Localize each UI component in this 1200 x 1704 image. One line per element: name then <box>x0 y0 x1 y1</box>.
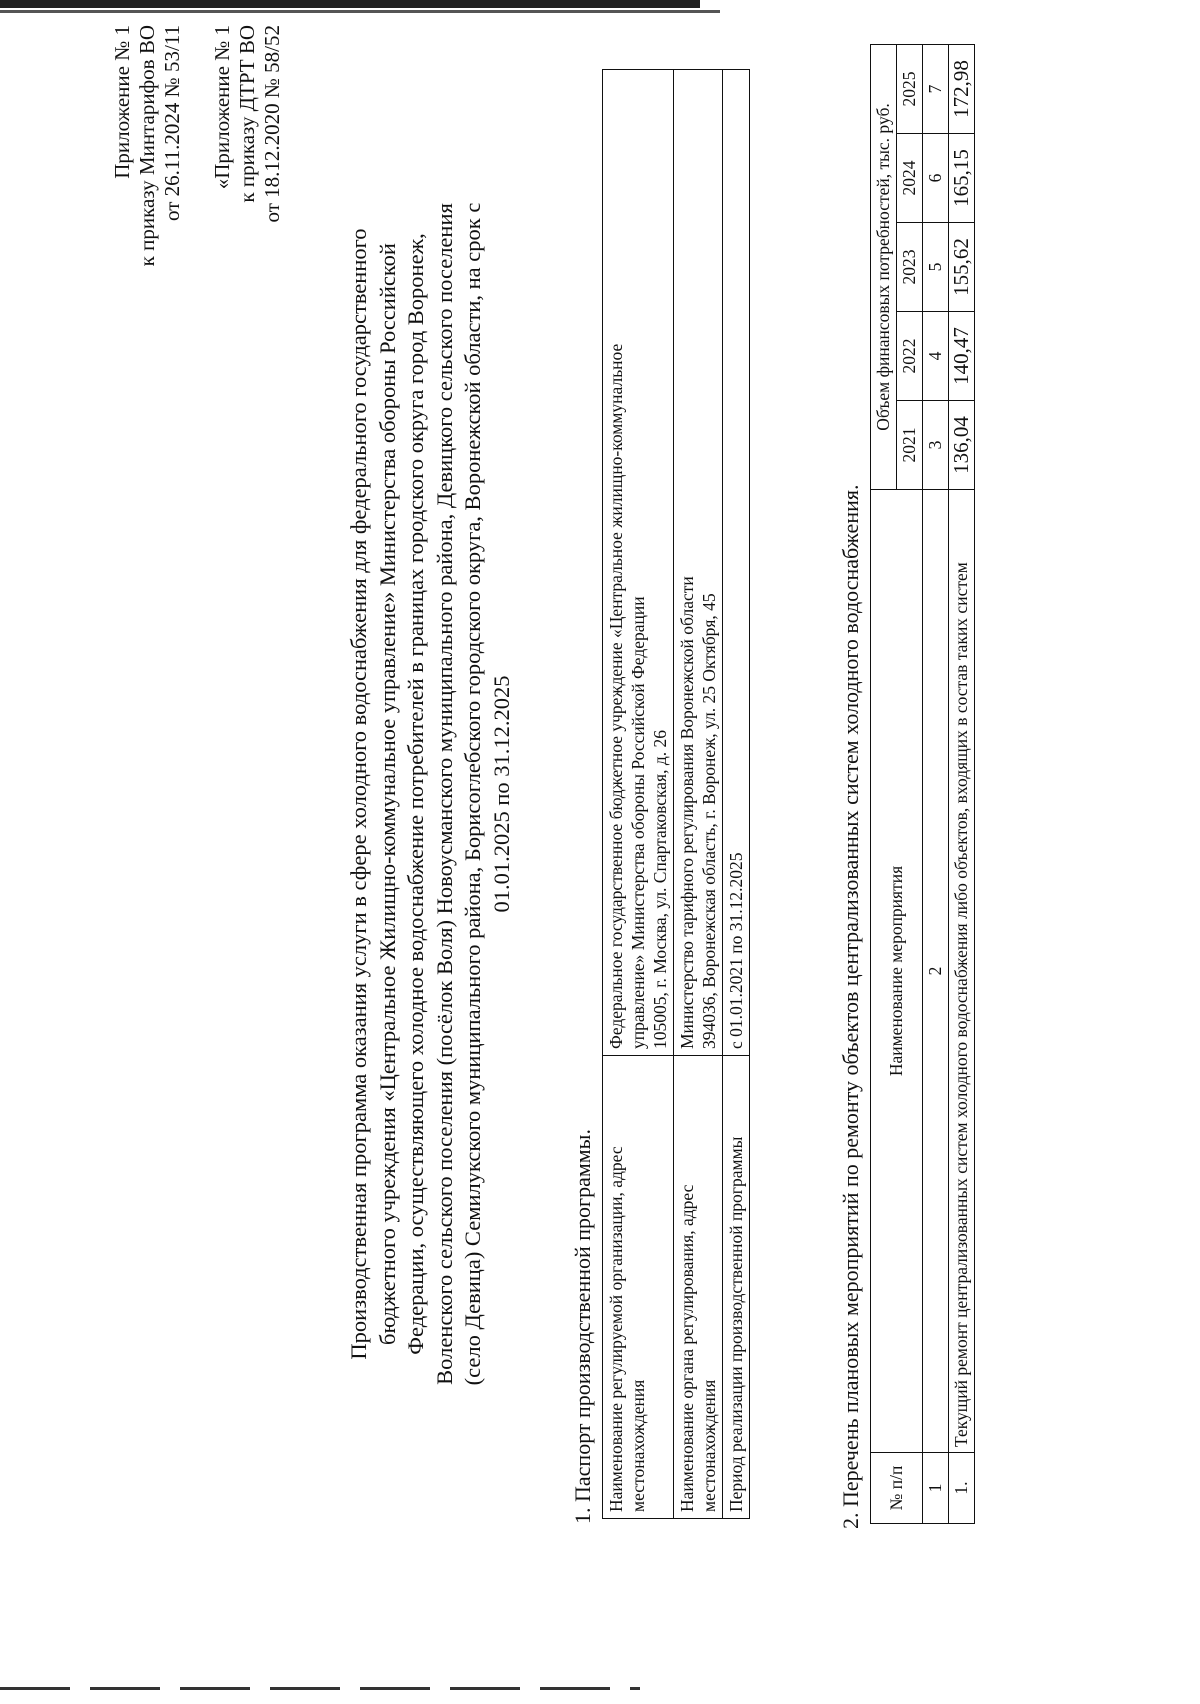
year-header: 2022 <box>897 312 923 401</box>
index-cell: 4 <box>923 312 949 401</box>
item-value: 155,62 <box>949 223 975 312</box>
table-index-row <box>923 45 949 1524</box>
year-header: 2025 <box>897 45 923 134</box>
index-cell: 6 <box>923 134 949 223</box>
section2-heading: 2. Перечень плановых мероприятий по ремонту объектов централизованных систем холодного водоснабжения. <box>838 484 863 1529</box>
appendix-line: «Приложение № 1 <box>210 25 234 190</box>
appendix-line: от 26.11.2024 № 53/11 <box>160 25 184 221</box>
appendix-line: Приложение № 1 <box>110 25 134 179</box>
index-cell: 7 <box>923 45 949 134</box>
title-line: (село Девица) Семилукского муниципального района, Борисоглебского городского округа, Воронежской области, на срок с <box>460 202 485 1386</box>
title-line: Федерации, осуществляющего холодное водоснабжение потребителей в границах городского округа город Воронеж, <box>403 233 428 1355</box>
value-line: с 01.01.2021 по 31.12.2025 <box>726 852 746 1049</box>
item-number: 1. <box>949 1453 975 1524</box>
table-row <box>603 70 674 1519</box>
title-line: 01.01.2025 по 31.12.2025 <box>488 675 514 913</box>
appendix-header-new <box>110 25 185 266</box>
index-cell: 2 <box>923 490 949 1453</box>
item-value: 136,04 <box>949 401 975 490</box>
index-cell: 5 <box>923 223 949 312</box>
item-name: Текущий ремонт централизованных систем холодного водоснабжения либо объектов, входящих в состав таких систем <box>949 490 975 1453</box>
appendix-line: к приказу Минтарифов ВО <box>135 25 159 267</box>
table-row <box>949 45 975 1524</box>
passport-table <box>602 69 750 1519</box>
year-header: 2023 <box>897 223 923 312</box>
item-value: 140,47 <box>949 312 975 401</box>
passport-value <box>674 70 723 1056</box>
item-value: 165,15 <box>949 134 975 223</box>
col-name-header: Наименование мероприятия <box>871 490 923 1453</box>
value-line: 105005, г. Москва, ул. Спартаковская, д. 26 <box>650 730 670 1049</box>
index-cell: 3 <box>923 401 949 490</box>
col-volume-header: Объем финансовых потребностей, тыс. руб. <box>871 45 897 490</box>
value-line: 394036, Воронежская область, г. Воронеж, ул. 25 Октября, 45 <box>699 593 719 1049</box>
col-no-header: № п/п <box>871 1453 923 1524</box>
title-line: бюджетного учреждения «Центральное Жилищно-коммунальное управление» Министерства обороны Российской <box>374 243 400 1345</box>
passport-label: Наименование органа регулирования, адрес местонахождения <box>674 1056 723 1519</box>
appendix-line: от 18.12.2020 № 58/52 <box>260 25 284 223</box>
title-line: Воленского сельского поселения (посёлок Воля) Новоусманского муниципального района, Девицкого сельского поселения <box>431 203 457 1385</box>
section1-heading: 1. Паспорт производственной программы. <box>570 1129 595 1524</box>
appendix-line: к приказу ДТРТ ВО <box>235 25 259 203</box>
passport-value <box>603 70 674 1056</box>
year-header: 2024 <box>897 134 923 223</box>
table-row <box>674 70 723 1519</box>
passport-label: Наименование регулируемой организации, адрес местонахождения <box>603 1056 674 1519</box>
measures-table <box>870 44 975 1524</box>
index-cell: 1 <box>923 1453 949 1524</box>
title-line: Производственная программа оказания услуги в сфере холодного водоснабжения для федерального государственного <box>346 228 371 1360</box>
table-header-row <box>871 45 897 1524</box>
value-line: Федеральное государственное бюджетное учреждение «Центральное жилищно-коммунальное <box>606 343 626 1049</box>
appendix-header-old <box>210 25 285 223</box>
passport-label: Период реализации производственной программы <box>723 1056 750 1519</box>
passport-value <box>723 70 750 1056</box>
item-value: 172,98 <box>949 45 975 134</box>
year-header: 2021 <box>897 401 923 490</box>
table-row <box>723 70 750 1519</box>
document-title <box>345 64 516 1524</box>
value-line: Министерство тарифного регулирования Воронежской области <box>677 576 697 1049</box>
value-line: управление» Министерства обороны Российской Федерации <box>628 596 648 1049</box>
